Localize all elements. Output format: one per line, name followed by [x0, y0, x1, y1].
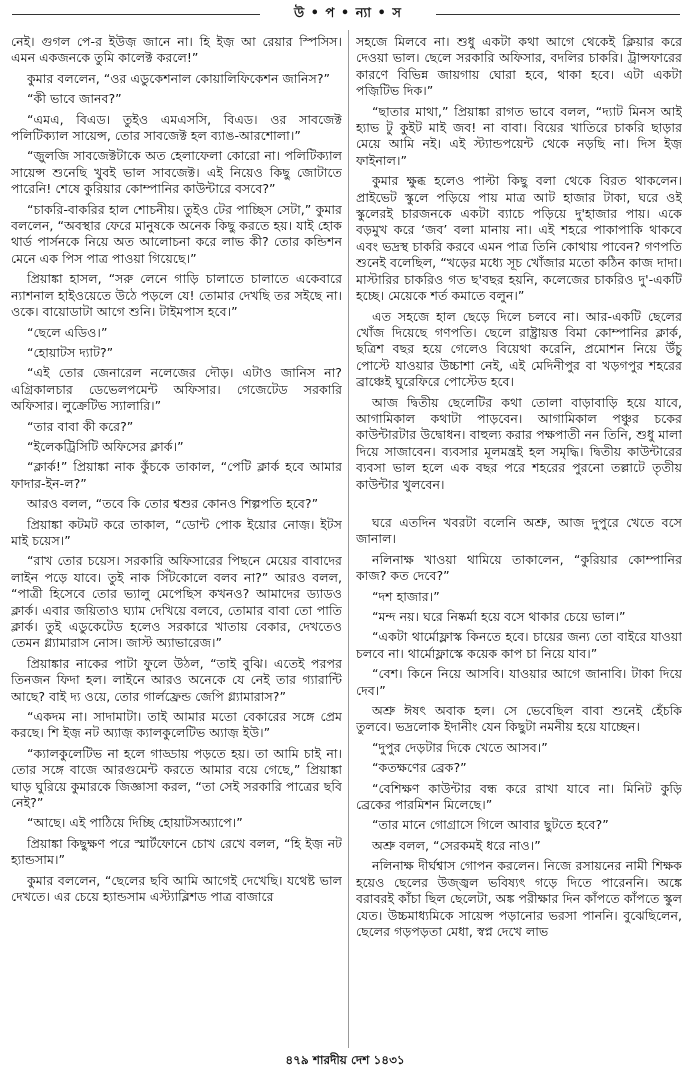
paragraph: প্রিয়াঙ্কার নাকের পাটা ফুলে উঠল, “তাই বুঝি। এতেই পরপর তিনজন ফিদা হল। লাইনে আরও অনেকে যে নেই তার গ্যারান্টি আছে? বাই দ্য ওয়ে, তোর গার্লফ্রেন্ড জেপি গ্ল্যামারাস?”	[11, 655, 342, 704]
paragraph: এত সহজে হাল ছেড়ে দিলে চলবে না। আর-একটি ছেলের খোঁজ দিয়েছে গণপতি। ছেলে রাষ্ট্রায়ত্ত বিমা কোম্পানির ক্লার্ক, ছত্রিশ বছর হয়ে গেলেও বিয়েথা করেনি, প্রমোশন নিয়ে উঁচু পোস্টে যাওয়ার উচ্চাশা নেই, এই মেদিনীপুর বা খড়গপুর শহরের ব্রাঞ্চেই ঘুরেফিরে পোস্টেড হবে।	[356, 308, 682, 390]
paragraph: সহজে মিলবে না। শুধু একটা কথা আগে থেকেই ক্লিয়ার করে দেওয়া ভাল। ছেলে সরকারি অফিসার, বদলির চাকরি। ট্রান্সফারের কারণে বিভিন্ন জায়গায় ঘোরা হবে, থাকা হবে। এটা একটা পজ়িটিভ দিক।”	[356, 34, 682, 99]
paragraph: “দুপুর দেড়টার দিকে খেতে আসব।”	[372, 739, 548, 755]
page-header	[0, 4, 690, 24]
paragraph: “হোয়াটস দ্যাট?”	[27, 344, 114, 360]
paragraph: “বেশ। কিনে নিয়ে আসবি। যাওয়ার আগে জানাবি। টাকা দিয়ে দেব।”	[356, 666, 682, 698]
paragraph: নেই। গুগল পে-র ইউজ় জানে না। হি ইজ় আ রেয়ার স্পিসিস। এমন একজনকে তুমি কালেক্ট করলে!”	[11, 34, 342, 66]
column-divider	[348, 30, 349, 1048]
header-rule-right	[436, 14, 680, 15]
paragraph: “মন্দ নয়। ঘরে নিষ্কর্মা হয়ে বসে থাকার চেয়ে ভাল।”	[372, 609, 626, 624]
paragraph: “ক্যালকুলেটিভ না হলে গাড্ডায় পড়তে হয়। তা আমি চাই না। তোর সঙ্গে বাজে আরগুমেন্ট করতে আমার বয়ে গেছে,” প্রিয়াঙ্কা ঘাড় ঘুরিয়ে কুমারকে জিজ্ঞাসা করল, “তা সেই সরকারি পাত্রের ছবি নেই?”	[11, 745, 342, 811]
left-column	[11, 34, 342, 1044]
page-footer: ৪৭৯ শারদীয় দেশ ১৪৩১	[285, 1053, 405, 1067]
paragraph: অশ্রু ঈষৎ অবাক হল। সে ভেবেছিল বাবা শুনেই হেঁচকি তুলবে। ভদ্রলোক ইদানীং যেন কিছুটা নমনীয় হয়ে যাচ্ছেন।	[356, 703, 682, 735]
paragraph: “কী ভাবে জানব?”	[27, 91, 122, 107]
paragraph: “রাখ তোর চয়েস। সরকারি অফিসারের পিছনে মেয়ের বাবাদের লাইন পড়ে যাবে। তুই নাক সিঁটকোলে বলব না?” আরও বলল, “পাত্রী হিসেবে তোর ভ্যালু মেপেছিস কখনও? আমাদের ড্যাডও ক্লার্ক। এবার জয়িতাও ঘ্যাম দেখিয়ে বলবে, তোমার বাবা তো পাতি ক্লার্ক। তুই এডুকেটেড হলেও সরকারে খাতায় বেকার, দেখতেও তেমন গ্ল্যামারাস নোস। জাস্ট অ্যাভারেজ।”	[11, 553, 342, 651]
paragraph: আরও বলল, “তবে কি তোর শ্বশুর কোনও শিল্পপতি হবে?”	[27, 496, 319, 512]
paragraph: “আছে। এই পাঠিয়ে দিচ্ছি হোয়াটসঅ্যাপে।”	[27, 815, 243, 831]
paragraph: “একটা থার্মোফ্লাস্ক কিনতে হবে। চায়ের জন্য তো বাইরে যাওয়া চলবে না। থার্মোফ্লাস্কে কয়েক কাপ চা নিয়ে যাব।”	[356, 629, 682, 661]
paragraph: “বেশিক্ষণ কাউন্টার বন্ধ করে রাখা যাবে না। মিনিট কুড়ি ব্রেকের পারমিশন মিলেছে।”	[356, 780, 682, 813]
paragraph: কুমার বললেন, “ছেলের ছবি আমি আগেই দেখেছি। যথেষ্ট ভাল দেখতে। এর চেয়ে হ্যান্ডসাম এস্ট্যাব্লিশড পাত্র বাজারে	[11, 872, 342, 905]
paragraph: “ছাতার মাথা,” প্রিয়াঙ্কা রাগত ভাবে বলল, “দ্যাট মিনস আই হ্যাভ টু কুইট মাই জব! না বাবা। বিয়ের খাতিরে চাকরি ছাড়ার মেয়ে আমি নই। এই স্ট্যান্ডপয়েন্ট থেকে নড়ছি না। দিস ইজ় ফাইনাল।”	[356, 103, 682, 168]
paragraph: “ইলেকট্রিসিটি অফিসের ক্লার্ক।”	[27, 438, 184, 454]
paragraph: “একদম না। সাদামাটা। তাই আমার মতো বেকারের সঙ্গে প্রেম করছে। শি ইজ় নট অ্যাজ় ক্যালকুলেটিভ অ্যাজ় ইউ।”	[11, 709, 342, 741]
paragraph: “তার বাবা কী করে?”	[27, 418, 134, 434]
paragraph: আজ দ্বিতীয় ছেলেটির কথা তোলা বাড়াবাড়ি হয়ে যাবে, আগামিকাল কথাটা পাড়বেন। আগামিকাল পঞ্চুর চকের কাউন্টারটার উদ্বোধন। বাহুল্য করার পক্ষপাতী নন তিনি, শুধু মালা দিয়ে সাজাবেন। ব্যবসার মূলমন্ত্রই হল সমৃদ্ধি। দ্বিতীয় কাউন্টারের ব্যবসা ভাল হলে এক বছর পরে শহরের পুরনো তল্লাটে তৃতীয় কাউন্টার খুলবেন।	[356, 394, 682, 492]
paragraph: অশ্রু বলল, “সেরকমই ধরে নাও।”	[372, 837, 541, 853]
header-rule-left	[12, 14, 260, 15]
paragraph: “ছেলে এডিও।”	[27, 324, 108, 340]
paragraph: “ক্লার্ক!” প্রিয়াঙ্কা নাক কুঁচকে তাকাল, “পেটি ক্লার্ক হবে আমার ফাদার-ইন-ল?”	[11, 459, 342, 491]
paragraph: প্রিয়াঙ্কা হাসল, “সরু লেনে গাড়ি চালাতে চালাতে একেবারে ন্যাশনাল হাইওয়েতে উঠে পড়লে যে! তোমার দেখছি তর সইছে না। ওকে। বায়োডাটা আগে শুনি। টাইমপাস হবে।”	[11, 271, 342, 320]
section-title: উ • প • ন্যা • স	[294, 6, 402, 21]
paragraph: “কতক্ষণের ব্রেক?”	[372, 760, 467, 776]
paragraph: প্রিয়াঙ্কা কটমট করে তাকাল, “ডোন্ট পোক ইয়োর নোজ়। ইটস মাই চয়েস।”	[11, 516, 342, 548]
paragraph: নলিনাক্ষ দীর্ঘশ্বাস গোপন করলেন। নিজে রসায়নের নামী শিক্ষক হয়েও ছেলের উজ্জ্বল ভবিষ্যৎ গড়ে দিতে পারেননি। অঙ্কে বরাবরই কাঁচা ছিল ছেলেটা, অঙ্ক পরীক্ষার দিন কাঁপতে কাঁপতে স্কুল যেত। উচ্চমাধ্যমিকে সায়েন্স পড়ানোর ভরসা পাননি। বুঝেছিলেন, ছেলের গড়পড়তা মেধা, স্বপ্ন দেখে লাভ	[356, 858, 682, 939]
paragraph: “এই তোর জেনারেল নলেজের দৌড়। এটাও জানিস না? এগ্রিকালচার ডেভেলপমেন্ট অফিসার। গেজেটেড সরকারি অফিসার। লুক্রেটিভ স্যালারি।”	[11, 365, 342, 414]
paragraph: কুমার বললেন, “ওর এডুকেশনাল কোয়ালিফিকেশন জানিস?”	[27, 70, 331, 86]
paragraph: “জ়ুলজি সাবজেক্টটাকে অত হেলাফেলা কোরো না। পলিটিক্যাল সায়েন্স শুনেছি খুবই ভাল সাবজেক্ট। এই নিয়েও কিছু জোটাতে পারেনি! শেষে কুরিয়ার কোম্পানির কাউন্টারে বসবে?”	[11, 148, 342, 197]
right-column	[356, 34, 682, 1044]
paragraph: প্রিয়াঙ্কা কিছুক্ষণ পরে স্মার্টফোনে চোখ রেখে বলল, “হি ইজ় নট হ্যান্ডসাম।”	[11, 835, 342, 868]
paragraph: নলিনাক্ষ খাওয়া থামিয়ে তাকালেন, “কুরিয়ার কোম্পানির কাজ? কত দেবে?”	[356, 551, 682, 584]
paragraph: “তার মানে গোগ্রাসে গিলে আবার ছুটতে হবে?”	[372, 817, 609, 833]
paragraph: কুমার ক্ষুব্ধ হলেও পাল্টা কিছু বলা থেকে বিরত থাকলেন। প্রাইভেট স্কুলে পড়িয়ে পায় মাত্র আট হাজার টাকা, ঘরে ওই স্কুলেরই চারজনকে একটা ব্যাচে পড়িয়ে দু'হাজার পায়। একে বড়মুখ করে ‘জব’ বলা মানায় না। এই শহরে পাকাপাকি থাকবে এবং ভদ্রস্থ চাকরি করবে এমন পাত্র তিনি কোথায় পাবেন? গণপতি শুনেই বলেছিল, “খড়ের মধ্যে সূচ খোঁজার মতো কঠিন কাজ দাদা। মাস্টারির চাকরিও গত ছ'বছর হয়নি, কলেজের চাকরিও দু'-একটি হচ্ছে। মেয়েকে শর্ত কমাতে বলুন।”	[356, 173, 682, 304]
paragraph: “এমএ, বিএড। তুইও এমএসসি, বিএড। ওর সাবজেক্ট পলিটিক্যাল সায়েন্স, তোর সাবজেক্ট হল ব্যাঙ-আরশোলা।”	[11, 111, 342, 144]
paragraph: “চাকরি-বাকরির হাল শোচনীয়। তুইও টের পাচ্ছিস সেটা,” কুমার বললেন, “অবস্থার ফেরে মানুষকে অনেক কিছু করতে হয়। যাই হোক থার্ড পার্সনকে নিয়ে অত আলোচনা করে লাভ কী? তোর কন্ডিশন মেনে এক পিস পাত্র পাওয়া গিয়েছে।”	[11, 201, 342, 266]
paragraph: “দশ হাজার।”	[372, 588, 440, 604]
paragraph: ঘরে এতদিন খবরটা বলেনি অশ্রু, আজ দুপুরে খেতে বসে জানাল।	[356, 514, 682, 547]
